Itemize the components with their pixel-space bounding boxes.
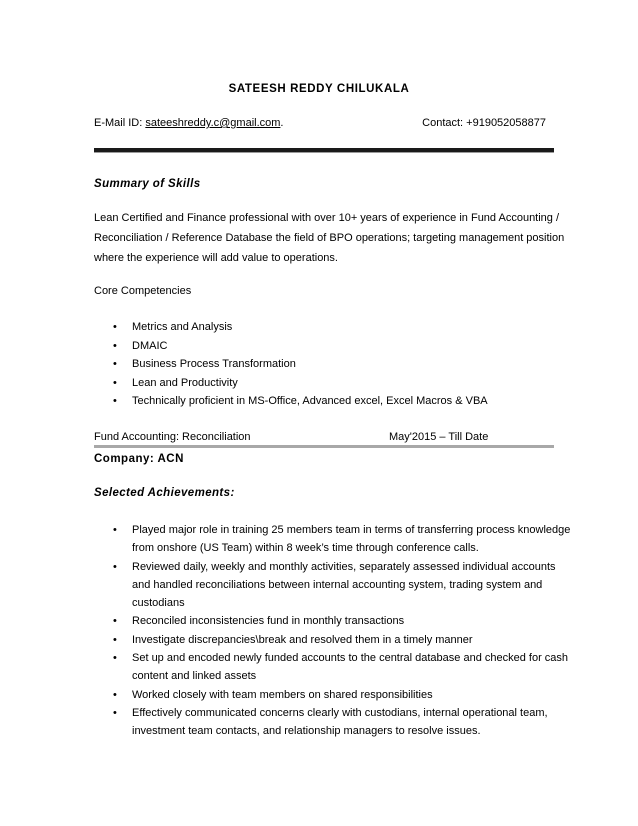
bullet-icon: •: [113, 652, 117, 665]
list-item: • DMAIC: [113, 337, 553, 356]
role-dates: May'2015 – Till Date: [389, 431, 489, 443]
email-line: [94, 117, 283, 129]
role-title: Fund Accounting: Reconciliation: [94, 431, 251, 443]
list-item: • Reviewed daily, weekly and monthly activities, separately assessed individual accounts and handled reconciliations between internal accounting system, trading system and custodians: [113, 558, 553, 613]
company-name: Company: ACN: [94, 453, 184, 465]
bullet-icon: •: [113, 706, 117, 719]
list-item: • Played major role in training 25 members team in terms of transferring process knowledge from onshore (US Team) within 8 week’s time through conference calls.: [113, 521, 553, 558]
core-competencies-label: Core Competencies: [94, 285, 192, 297]
bullet-icon: •: [113, 615, 117, 628]
bullet-icon: •: [113, 524, 117, 536]
email-label: E-Mail ID:: [94, 117, 146, 129]
list-item: • Worked closely with team members on shared responsibilities: [113, 686, 553, 704]
list-item: • Set up and encoded newly funded accounts to the central database and checked for cash content and linked assets: [113, 649, 553, 686]
contact-phone: Contact: +919052058877: [422, 117, 546, 129]
list-item: • Investigate discrepancies\break and resolved them in a timely manner: [113, 631, 553, 649]
competencies-list: [113, 318, 553, 411]
contact-row: [94, 117, 546, 133]
bullet-icon: •: [113, 358, 117, 370]
achievements-heading: Selected Achievements:: [94, 487, 235, 499]
email-link[interactable]: sateeshreddy.c@gmail.com: [145, 117, 281, 129]
summary-heading: Summary of Skills: [94, 178, 201, 190]
header-divider-shadow: [94, 152, 554, 153]
list-item: • Metrics and Analysis: [113, 318, 553, 337]
bullet-icon: •: [113, 560, 117, 573]
list-item: • Effectively communicated concerns clearly with custodians, internal operational team, investment team contacts, and relationship managers to resolve issues.: [113, 704, 553, 741]
summary-line: Lean Certified and Finance professional with over 10+ years of experience in Fund Accounting /: [94, 212, 560, 224]
list-item: • Business Process Transformation: [113, 355, 553, 374]
role-row: [94, 431, 554, 445]
summary-line: where the experience will add value to operations.: [94, 252, 338, 264]
bullet-icon: •: [113, 376, 117, 389]
bullet-icon: •: [113, 339, 117, 352]
achievements-list: [113, 521, 571, 741]
list-item: • Technically proficient in MS-Office, Advanced excel, Excel Macros & VBA: [113, 392, 553, 411]
email-trailing-period: .: [280, 117, 284, 129]
candidate-name: SATEESH REDDY CHILUKALA: [228, 83, 410, 95]
bullet-icon: •: [113, 633, 117, 646]
bullet-icon: •: [113, 688, 117, 701]
bullet-icon: •: [113, 395, 117, 407]
list-item: • Reconciled inconsistencies fund in monthly transactions: [113, 612, 553, 630]
list-item: • Lean and Productivity: [113, 374, 553, 393]
summary-paragraph: [94, 208, 565, 268]
bullet-icon: •: [113, 321, 117, 333]
role-divider: [94, 445, 554, 448]
summary-line: Reconciliation / Reference Database the field of BPO operations; targeting management position: [94, 232, 565, 244]
